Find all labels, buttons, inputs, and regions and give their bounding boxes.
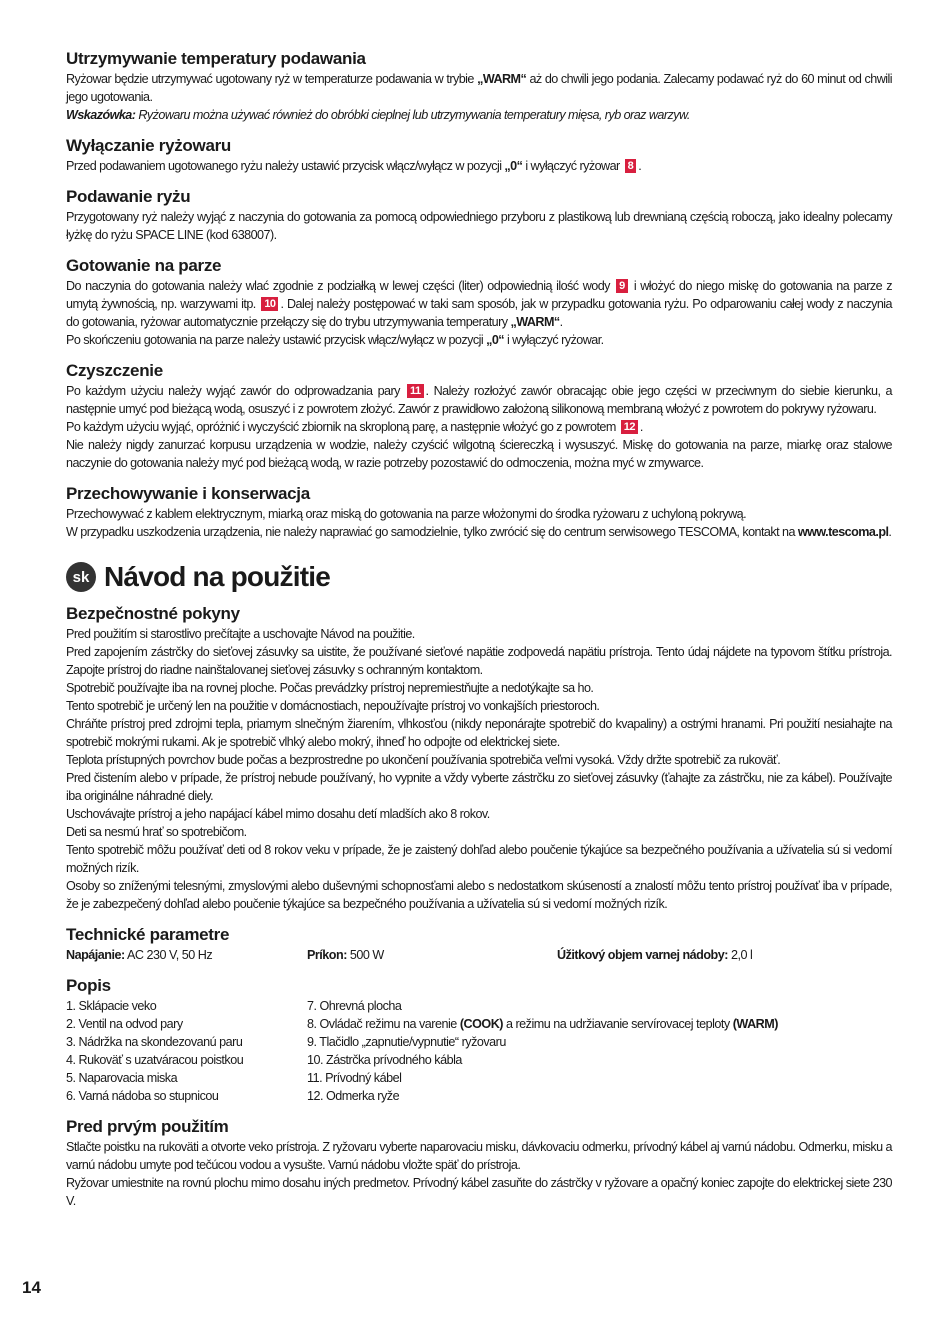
section-serving	[66, 186, 892, 244]
part-number-badge: 8	[625, 159, 637, 173]
tech-power: Napájanie: AC 230 V, 50 Hz	[66, 948, 213, 962]
list-item: 6. Varná nádoba so stupnicou	[66, 1089, 219, 1103]
paragraph: Przygotowany ryż należy wyjąć z naczynia do gotowania za pomocą odpowiedniego przyboru z plastikową lub drewnianą częścią roboczą, jako idealny polecamy łyżkę do ryżu SPACE LINE (kod 638007).	[66, 210, 892, 242]
paragraph: Deti sa nesmú hrať so spotrebičom.	[66, 825, 247, 839]
paragraph: Teplota prístupných povrchov bude počas a bezprostredne po ukončení používania spotrebiča veľmi vysoká. Vždy držte spotrebič za rukoväť.	[66, 753, 781, 767]
section-switch-off	[66, 135, 892, 175]
part-number-badge: 9	[616, 279, 628, 293]
section-title: Gotowanie na parze	[66, 256, 222, 275]
paragraph: Po każdym użyciu wyjąć, opróżnić i wyczyścić zbiornik na skroploną parę, a następnie włożyć go z powrotem 12 .	[66, 420, 643, 434]
section-title: Podawanie ryżu	[66, 187, 191, 206]
part-number-badge: 12	[621, 420, 638, 434]
section-title: Przechowywanie i konserwacja	[66, 484, 310, 503]
paragraph: Chráňte prístroj pred zdrojmi tepla, priamym slnečným žiarením, vlhkosťou (nikdy neponárajte spotrebič do kvapaliny) a ostrými hranami. Pri použití nesiahajte na spotrebič mokrými rukami. Ak je spotrebič vlhký alebo mokrý, ihneď ho odpojte od elektrickej siete.	[66, 717, 892, 749]
paragraph: Uschovávajte prístroj a jeho napájací kábel mimo dosahu detí mladších ako 8 rokov.	[66, 807, 490, 821]
paragraph: Po każdym użyciu należy wyjąć zawór do odprowadzania pary 11 . Należy rozłożyć zawór obracając obie jego części w przeciwnym do siebie kierunku, a następnie umyć pod bieżącą wodą, osuszyć i z powrotem złożyć. Zawór z prawidłowo założoną silikonową membraną włożyć z powrotem do pokrywy ryżowaru.	[66, 384, 893, 416]
paragraph: Ryžovar umiestnite na rovnú plochu mimo dosahu iných predmetov. Prívodný kábel zasuňte do zástrčky v ryžovare a opačný koniec zapojte do elektrickej siete 230 V.	[66, 1176, 892, 1208]
paragraph: Po skończeniu gotowania na parze należy ustawić przycisk włącz/wyłącz w pozycji „0“ i wyłączyć ryżowar.	[66, 333, 604, 347]
list-item: 3. Nádržka na skondezovanú paru	[66, 1035, 243, 1049]
section-title: Bezpečnostné pokyny	[66, 604, 240, 623]
list-item: 1. Sklápacie veko	[66, 999, 157, 1013]
main-title: Návod na použitie	[104, 561, 330, 592]
section-title: Utrzymywanie temperatury podawania	[66, 49, 366, 68]
section-warm	[66, 48, 892, 124]
tech-params-row	[66, 946, 892, 964]
paragraph: Tento spotrebič môžu používať deti od 8 rokov veku v prípade, že je zaistený dohľad alebo poučenie týkajúce sa bezpečného používania a užívatelia sú si vedomí možných rizík.	[66, 843, 892, 875]
language-code-icon: sk	[66, 562, 96, 592]
section-technical	[66, 924, 892, 964]
parts-column-left	[66, 997, 307, 1105]
section-steaming	[66, 255, 892, 349]
paragraph: Ryżowar będzie utrzymywać ugotowany ryż w temperaturze podawania w trybie „WARM“ aż do chwili jego podania. Zalecamy podawać ryż do 60 minut od chwili jego ugotowania.	[66, 72, 892, 104]
page-content	[66, 48, 892, 1210]
section-cleaning	[66, 360, 892, 472]
section-first-use	[66, 1116, 892, 1210]
section-title: Czyszczenie	[66, 361, 163, 380]
section-safety	[66, 603, 892, 913]
list-item: 11. Prívodný kábel	[307, 1071, 402, 1085]
paragraph: Do naczynia do gotowania należy wlać zgodnie z podziałką w lewej części (liter) odpowiednią ilość wody 9 i włożyć do niego miskę do gotowania na parze z umytą żywnością, np. warzywami itp. 10 . Dalej należy postępować w taki sam sposób, jak w przypadku gotowania ryżu. Po odparowaniu całej wody z naczynia do gotowania, ryżowar automatycznie przełączy się do trybu utrzymywania temperatury „WARM“.	[66, 279, 892, 329]
list-item: 8. Ovládač režimu na varenie (COOK) a režimu na udržiavanie servírovacej teploty (WARM)	[307, 1017, 778, 1031]
list-item: 9. Tlačidlo „zapnutie/vypnutie“ ryžovaru	[307, 1035, 506, 1049]
tech-input: Príkon: 500 W	[307, 948, 384, 962]
paragraph: Nie należy nigdy zanurzać korpusu urządzenia w wodzie, należy czyścić wilgotną ściereczką i wysuszyć. Miskę do gotowania na parze, miarkę oraz stalowe naczynie do gotowania należy myć pod bieżącą wodą, w razie potrzeby pozostawić do odmoczenia, można myć w zmywarce.	[66, 438, 892, 470]
parts-list	[66, 997, 892, 1105]
section-title: Wyłączanie ryżowaru	[66, 136, 231, 155]
section-description	[66, 975, 892, 1105]
website-link[interactable]: www.tescoma.pl	[797, 525, 889, 539]
list-item: 10. Zástrčka prívodného kábla	[307, 1053, 462, 1067]
section-title: Popis	[66, 976, 111, 995]
paragraph: Pred použitím si starostlivo prečítajte a uschovajte Návod na použitie.	[66, 627, 415, 641]
tip-paragraph: Wskazówka: Ryżowaru można używać również do obróbki cieplnej lub utrzymywania temperatury mięsa, ryb oraz warzyw.	[66, 108, 690, 122]
parts-column-right	[307, 997, 892, 1105]
language-heading	[66, 561, 892, 593]
list-item: 2. Ventil na odvod pary	[66, 1017, 183, 1031]
list-item: 4. Rukoväť s uzatváracou poistkou	[66, 1053, 244, 1067]
list-item: 12. Odmerka ryže	[307, 1089, 400, 1103]
paragraph: W przypadku uszkodzenia urządzenia, nie należy naprawiać go samodzielnie, tylko zwrócić się do centrum serwisowego TESCOMA, kontakt na www.tescoma.pl.	[66, 525, 892, 539]
paragraph: Osoby so zníženými telesnými, zmyslovými alebo duševnými schopnosťami alebo s nedostatkom skúseností a znalostí môžu tento prístroj používať iba v prípade, že je zabezpečený dohľad alebo poučenie týkajúce sa bezpečného používania a užívatelia sú si vedomí možných rizík.	[66, 879, 892, 911]
part-number-badge: 11	[407, 384, 424, 398]
section-title: Technické parametre	[66, 925, 230, 944]
paragraph: Przechowywać z kablem elektrycznym, miarką oraz miską do gotowania na parze włożonymi do środka ryżowaru z uchyloną pokrywą.	[66, 507, 747, 521]
section-storage	[66, 483, 892, 541]
tech-volume: Úžitkový objem varnej nádoby: 2,0 l	[557, 948, 753, 962]
page-number: 14	[22, 1278, 41, 1297]
paragraph: Spotrebič používajte iba na rovnej ploche. Počas prevádzky prístroj nepremiestňujte a nedotýkajte sa ho.	[66, 681, 594, 695]
paragraph: Tento spotrebič je určený len na použitie v domácnostiach, nepoužívajte prístroj vo vonkajších priestoroch.	[66, 699, 600, 713]
paragraph: Przed podawaniem ugotowanego ryżu należy ustawić przycisk włącz/wyłącz w pozycji „0“ i wyłączyć ryżowar 8 .	[66, 159, 642, 173]
list-item: 7. Ohrevná plocha	[307, 999, 402, 1013]
paragraph: Stlačte poistku na rukoväti a otvorte veko prístroja. Z ryžovaru vyberte naparovaciu misku, dávkovaciu odmerku, prívodný kábel aj varnú nádobu. Odmerku, misku a varnú nádobu umyte pod tečúcou vodou a vysušte. Varnú nádobu vložte späť do prístroja.	[66, 1140, 892, 1172]
list-item: 5. Naparovacia miska	[66, 1071, 178, 1085]
paragraph: Pred zapojením zástrčky do sieťovej zásuvky sa uistite, že používané sieťové napätie zodpovedá napätiu prístroja. Tento údaj nájdete na typovom štítku prístroja. Zapojte prístroj do riadne nainštalovanej sieťovej zásuvky s ochranným kontaktom.	[66, 645, 892, 677]
paragraph: Pred čistením alebo v prípade, že prístroj nebude používaný, ho vypnite a vždy vyberte zástrčku zo sieťovej zásuvky (ťahajte za zástrčku, nie za kábel). Používajte iba originálne náhradné diely.	[66, 771, 892, 803]
section-title: Pred prvým použitím	[66, 1117, 229, 1136]
part-number-badge: 10	[261, 297, 278, 311]
